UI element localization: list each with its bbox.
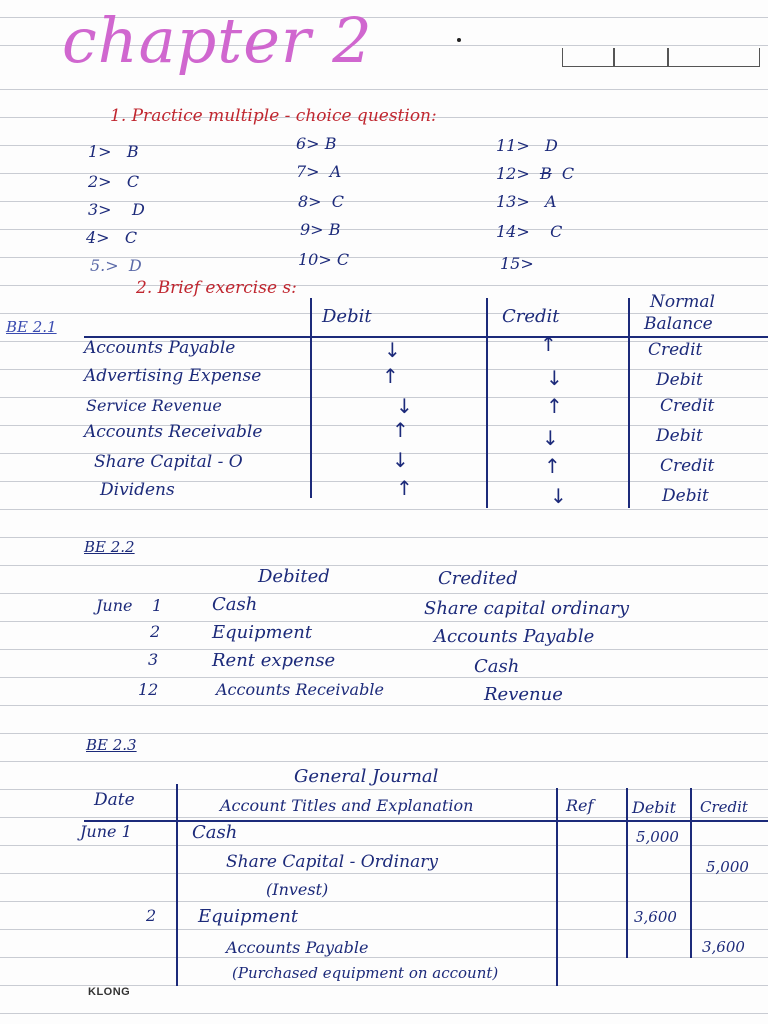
be21-header-debit: Debit	[322, 306, 372, 327]
be21-credit-arrow: ↓	[550, 484, 567, 508]
be21-credit-arrow: ↑	[546, 394, 563, 418]
be21-col-divider	[628, 298, 630, 508]
be23-col-divider	[556, 788, 558, 986]
be21-account: Advertising Expense	[84, 366, 262, 386]
be22-credited: Share capital ordinary	[424, 598, 629, 619]
mcq-item: 3> D	[88, 200, 145, 219]
be23-debit: 3,600	[634, 908, 677, 926]
be23-header-rule	[84, 820, 768, 822]
mcq-item: 2> C	[88, 172, 140, 191]
be21-account: Accounts Receivable	[84, 422, 263, 442]
be21-debit-arrow: ↓	[392, 448, 409, 472]
be23-account: Accounts Payable	[226, 938, 369, 957]
mcq-item: 7> A	[296, 162, 342, 181]
be22-header-debited: Debited	[258, 566, 330, 587]
header-box-3	[668, 48, 760, 67]
be21-header-balance-text: Balance	[644, 314, 713, 334]
be22-day: 2	[150, 622, 161, 641]
be23-col-divider	[626, 788, 628, 958]
be23-date: June 1	[80, 822, 132, 841]
be22-credited: Revenue	[484, 684, 563, 705]
be21-normal: Credit	[648, 340, 703, 360]
section2-heading: 2. Brief exercise s:	[136, 278, 297, 298]
be21-header-credit: Credit	[502, 306, 560, 327]
be22-credited: Cash	[474, 656, 520, 677]
be21-debit-arrow: ↓	[384, 338, 401, 362]
title-dot	[457, 38, 461, 42]
be22-label: BE 2.2	[84, 538, 135, 556]
be23-debit: 5,000	[636, 828, 679, 846]
be23-header-ref: Ref	[566, 796, 594, 815]
be21-normal: Credit	[660, 396, 715, 416]
be23-header-debit: Debit	[632, 798, 677, 817]
be21-account: Accounts Payable	[84, 338, 236, 358]
be21-normal: Debit	[656, 426, 703, 446]
mcq-item: 10> C	[298, 250, 350, 269]
be23-account: Cash	[192, 822, 238, 843]
be21-debit-arrow: ↑	[392, 418, 409, 442]
be21-account: Dividens	[100, 480, 175, 500]
be22-day: 3	[148, 650, 159, 669]
be21-account: Share Capital - O	[94, 452, 243, 472]
be23-credit: 3,600	[702, 938, 745, 956]
be21-col-divider	[310, 298, 312, 498]
be23-header-date: Date	[94, 790, 135, 810]
be22-month: June	[96, 596, 133, 615]
be22-debited: Rent expense	[212, 650, 336, 671]
header-box-2	[614, 48, 668, 67]
be21-normal: Debit	[656, 370, 703, 390]
be22-credited: Accounts Payable	[434, 626, 595, 647]
mcq-item: 13> A	[496, 192, 557, 211]
be21-normal: Debit	[662, 486, 709, 506]
be23-heading: General Journal	[294, 766, 439, 787]
be23-account: Share Capital - Ordinary	[226, 852, 438, 872]
be23-col-divider	[690, 788, 692, 958]
be21-normal: Credit	[660, 456, 715, 476]
be21-credit-arrow: ↓	[546, 366, 563, 390]
be21-debit-arrow: ↑	[396, 476, 413, 500]
mcq-item: 1> B	[88, 142, 139, 161]
mcq-item: 11> D	[496, 136, 558, 155]
be21-credit-arrow: ↓	[542, 426, 559, 450]
mcq-item: 14> C	[496, 222, 563, 241]
mcq-item: 6> B	[296, 134, 337, 153]
be23-credit: 5,000	[706, 858, 749, 876]
be22-header-credited: Credited	[438, 568, 518, 589]
mcq-item: 15>	[500, 254, 534, 273]
section1-heading: 1. Practice multiple - choice question:	[110, 106, 437, 126]
header-box-1	[562, 48, 614, 67]
be21-col-divider	[486, 298, 488, 508]
mcq-item: 8> C	[298, 192, 345, 211]
be23-explanation: (Invest)	[266, 880, 329, 899]
mcq-item: 5.> D	[90, 256, 142, 275]
be22-debited: Equipment	[212, 622, 313, 643]
page-title: chapter 2	[62, 4, 373, 77]
mcq-item: 4> C	[86, 228, 138, 247]
be21-label: BE 2.1	[6, 318, 57, 336]
be23-account: Equipment	[198, 906, 299, 927]
be23-explanation: (Purchased equipment on account)	[232, 964, 499, 982]
be23-label: BE 2.3	[86, 736, 137, 754]
be22-debited: Cash	[212, 594, 258, 615]
mcq-item: 9> B	[300, 220, 341, 239]
be23-header-credit: Credit	[700, 798, 748, 816]
be23-col-divider	[176, 784, 178, 986]
be21-credit-arrow: ↑	[544, 454, 561, 478]
notebook-brand: KLONG	[88, 986, 131, 998]
be21-debit-arrow: ↑	[382, 364, 399, 388]
be22-debited: Accounts Receivable	[216, 680, 384, 699]
mcq-item: 12> B C	[496, 164, 575, 183]
be21-credit-arrow: ↑	[540, 332, 557, 356]
be21-debit-arrow: ↓	[396, 394, 413, 418]
be21-account: Service Revenue	[86, 396, 222, 415]
be23-date: 2	[146, 906, 157, 925]
be22-day: 1	[152, 596, 163, 615]
be22-day: 12	[138, 680, 159, 699]
be21-header-normal: Normal	[650, 292, 715, 312]
be23-header-titles: Account Titles and Explanation	[220, 796, 474, 815]
